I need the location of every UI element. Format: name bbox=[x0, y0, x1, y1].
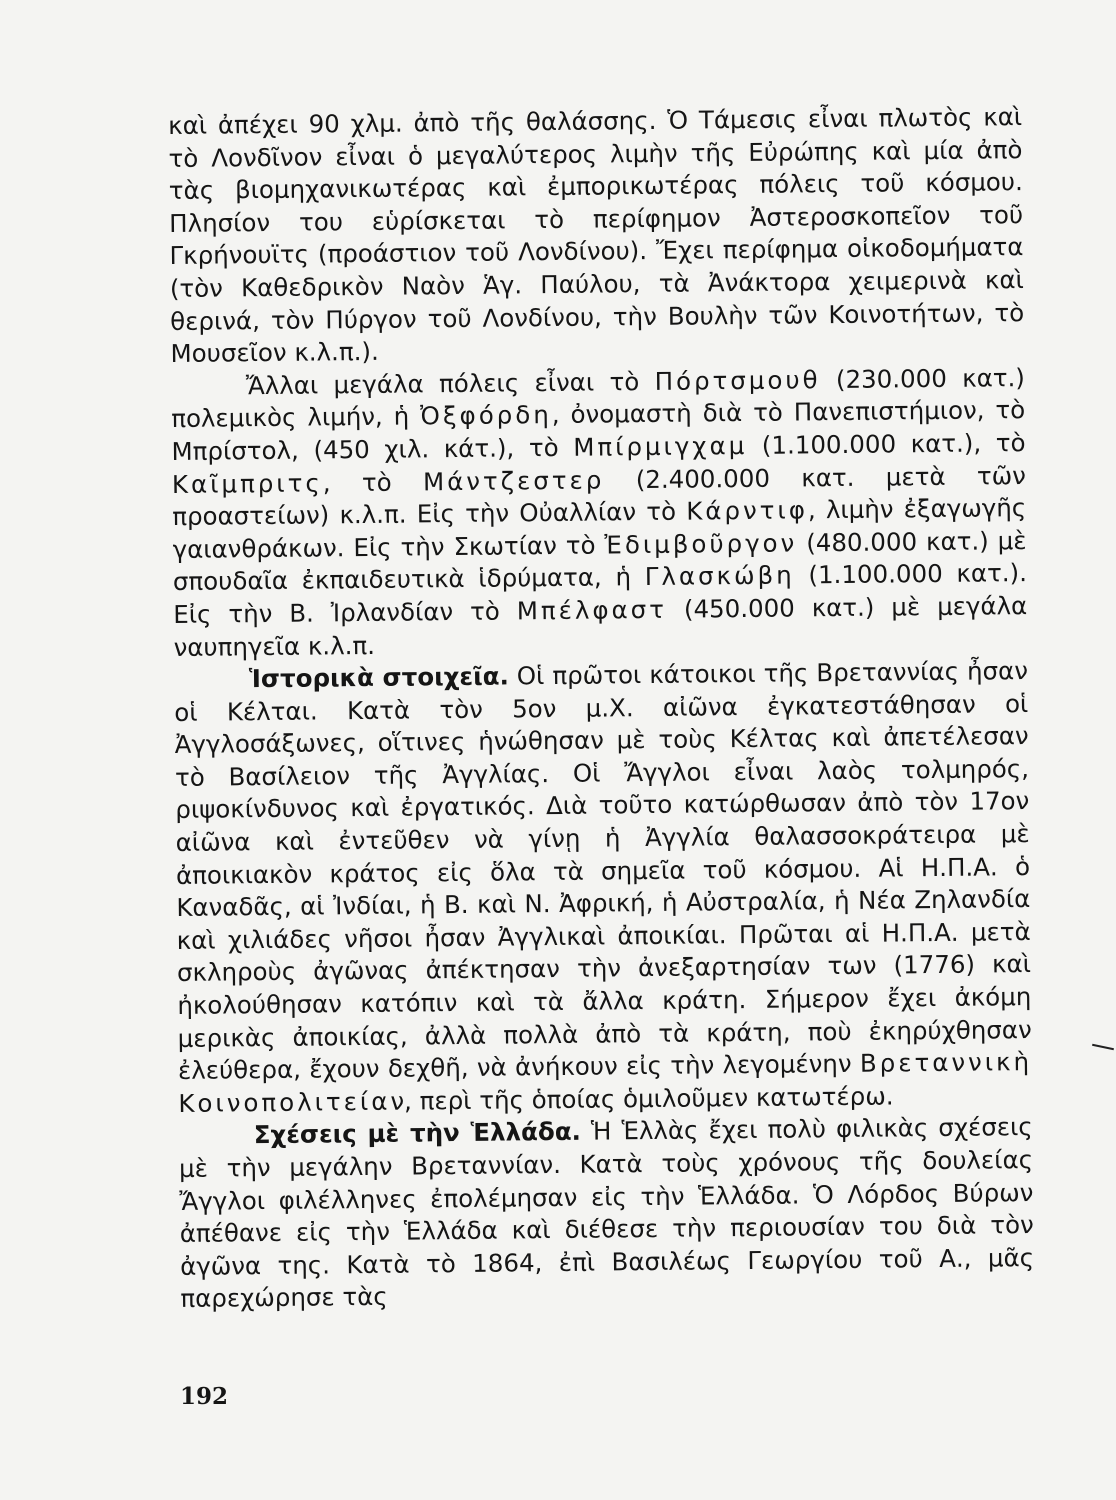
paragraph-london bbox=[168, 101, 1025, 371]
city-name: Ὀξφόρδη bbox=[420, 400, 552, 431]
section-heading-relations: Σχέσεις μὲ τὴν Ἑλλάδα. bbox=[253, 1117, 582, 1150]
page-number: 192 bbox=[180, 1383, 229, 1410]
city-name: Πόρτσμουθ bbox=[654, 364, 821, 396]
city-name: Καῖμπριτς bbox=[171, 467, 323, 499]
body-text bbox=[168, 101, 1035, 1316]
paragraph-history: Ἱστορικὰ στοιχεῖα. Οἱ πρῶτοι κάτοικοι τῆς Βρεταννίας ἦσαν οἱ Κέλται. Κατὰ τὸν 5ον μ.Χ. αἰῶνα ἐγκατεστάθησαν οἱ Ἀγγλοσάξωνες, οἵτινες ἡνώθησαν μὲ τοὺς Κέλτας καὶ ἀπετέλεσαν τὸ Βασίλειον τῆς Ἀγγλίας. Οἱ Ἄγγλοι εἶναι λαὸς τολμηρός, ριψοκίνδυνος καὶ ἐργατικός. Διὰ τοῦτο κατώρθωσαν ἀπὸ τὸν 17ον αἰῶνα καὶ ἐντεῦθεν νὰ γίνῃ ἡ Ἀγγλία θαλασσοκράτειρα μὲ ἀποικιακὸν κράτος εἰς ὅλα τὰ σημεῖα τοῦ κόσμου. Αἱ Η.Π.Α. ὁ Καναδᾶς, αἱ Ἰνδίαι, ἡ Β. καὶ Ν. Ἀφρική, ἡ Αὐστραλία, ἡ Νέα Ζηλανδία καὶ χιλιάδες νῆσοι ἦσαν Ἀγγλικαὶ ἀποικίαι. Πρῶται αἱ Η.Π.Α. μετὰ σκληροὺς ἀγῶνας ἀπέκτησαν τὴν ἀνεξαρτησίαν των (1776) καὶ ἠκολούθησαν κατόπιν καὶ τὰ ἄλλα κράτη. Σήμερον ἔχει ἀκόμη μερικὰς ἀποικίας, ἀλλὰ πολλὰ ἀπὸ τὰ κράτη, ποὺ ἐκηρύχθησαν ἐλεύθερα, ἔχουν δεχθῆ, νὰ ἀνήκουν εἰς τὴν λεγομένην Βρεταννικὴ Κοινοπολιτείαν, περὶ τῆς ὁποίας ὁμιλοῦμεν κατωτέρω. bbox=[174, 656, 1033, 1118]
commonwealth-name: Βρεταννικὴ Κοινοπολιτεία bbox=[178, 1047, 1033, 1118]
city-name: Κάρντιφ bbox=[686, 495, 809, 526]
city-name: Ἐδιμβοῦργον bbox=[604, 528, 798, 560]
city-name: Μπίρμιγχαμ bbox=[573, 430, 748, 462]
city-name: Γλασκώβη bbox=[644, 560, 795, 592]
margin-mark bbox=[1092, 1044, 1114, 1051]
section-heading-history: Ἱστορικὰ στοιχεῖα. bbox=[248, 661, 509, 694]
city-name: Μάντζεστερ bbox=[422, 464, 605, 496]
city-name: Μπέλφαστ bbox=[516, 594, 668, 626]
paragraph-text: καὶ ἀπέχει 90 χλμ. ἀπὸ τῆς θαλάσσης. Ὁ Τάμεσις εἶναι πλωτὸς καὶ τὸ Λονδῖνον εἶναι ὁ μεγαλύτερος λιμὴν τῆς Εὐρώπης καὶ μία ἀπὸ τὰς βιομηχανικωτέρας καὶ ἐμπορικωτέρας πόλεις τοῦ κόσμου. Πλησίον του εὑρίσκεται τὸ περίφημον Ἀστεροσκοπεῖον τοῦ Γκρήνουϊτς (προάστιον τοῦ Λονδίνου). Ἔχει περίφημα οἰκοδομήματα (τὸν Καθεδρικὸν Ναὸν Ἁγ. Παύλου, τὰ Ἀνάκτορα χειμερινὰ καὶ θερινά, τὸν Πύργον τοῦ Λονδίνου, τὴν Βουλὴν τῶν Κοινοτήτων, τὸ Μουσεῖον κ.λ.π.). bbox=[168, 102, 1025, 369]
paragraph-relations-greece: Σχέσεις μὲ τὴν Ἑλλάδα. Ἡ Ἑλλὰς ἔχει πολὺ φιλικὰς σχέσεις μὲ τὴν μεγάλην Βρεταννίαν. Κατὰ τοὺς χρόνους τῆς δουλείας Ἄγγλοι φιλέλληνες ἐπολέμησαν εἰς τὴν Ἑλλάδα. Ὁ Λόρδος Βύρων ἀπέθανε εἰς τὴν Ἑλλάδα καὶ διέθεσε τὴν περιουσίαν του διὰ τὸν ἀγῶνα της. Κατὰ τὸ 1864, ἐπὶ Βασιλέως Γεωργίου τοῦ Α., μᾶς παρεχώρησε τὰς bbox=[178, 1112, 1035, 1314]
paragraph-other-cities: Ἄλλαι μεγάλα πόλεις εἶναι τὸ Πόρτσμουθ (230.000 κατ.) πολεμικὸς λιμήν, ἡ Ὀξφόρδη, ὀνομαστὴ διὰ τὸ Πανεπιστήμιον, τὸ Μπρίστολ, (450 χιλ. κάτ.), τὸ Μπίρμιγχαμ (1.100.000 κατ.), τὸ Καῖμπριτς, τὸ Μάντζεστερ (2.400.000 κατ. μετὰ τῶν προαστείων) κ.λ.π. Εἰς τὴν Οὐαλλίαν τὸ Κάρντιφ, λιμὴν ἐξαγωγῆς γαιανθράκων. Εἰς τὴν Σκωτίαν τὸ Ἐδιμβοῦργον (480.000 κατ.) μὲ σπουδαῖα ἐκπαιδευτικὰ ἱδρύματα, ἡ Γλασκώβη (1.100.000 κατ.). Εἰς τὴν Β. Ἰρλανδίαν τὸ Μπέλφαστ (450.000 κατ.) μὲ μεγάλα ναυπηγεῖα κ.λ.π. bbox=[171, 362, 1028, 662]
